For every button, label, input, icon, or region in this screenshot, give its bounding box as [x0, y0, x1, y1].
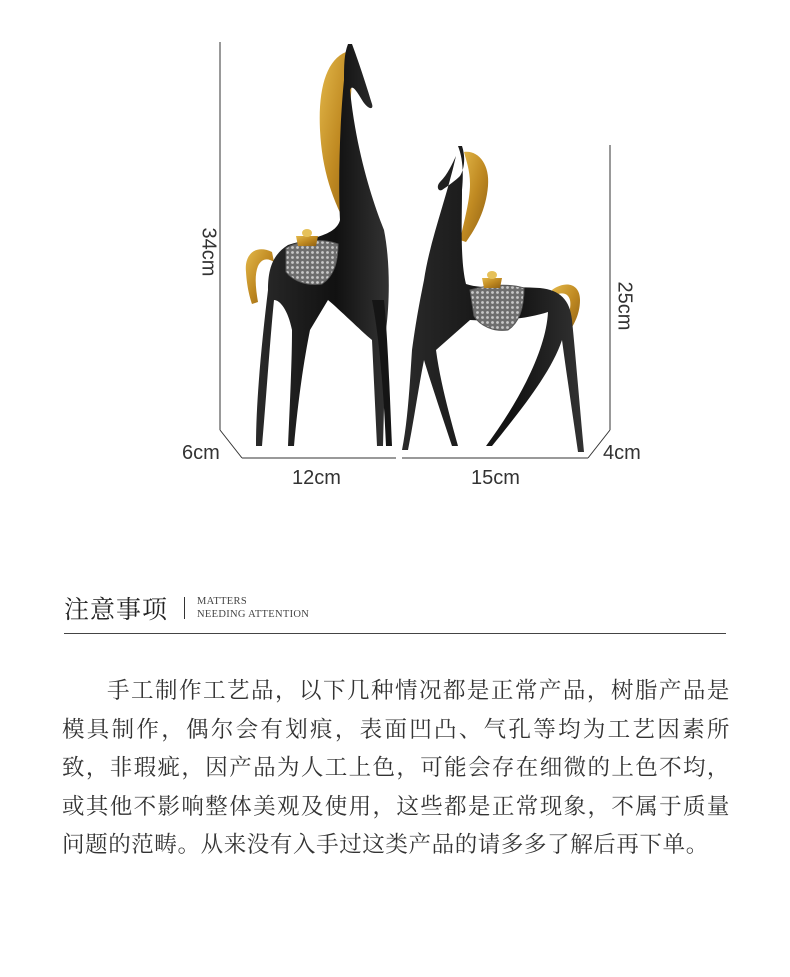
notice-paragraph: 手工制作工艺品，以下几种情况都是正常产品，树脂产品是模具制作，偶尔会有划痕，表面凹凸、气孔等均为工艺因素所致，非瑕疵，因产品为人工上色，可能会存在细微的上色不均，或其他不影响整体美观及使用，这些都是正常现象，不属于质量问题的范畴。从来没有入手过这类产品的请多多了解后再下单。	[62, 678, 730, 858]
right-height-label: 25cm	[613, 281, 636, 331]
left-horse	[246, 44, 392, 446]
section-title: 注意事项	[64, 595, 169, 624]
left-width-label: 12cm	[292, 467, 341, 489]
section-header	[64, 588, 726, 628]
right-width-label: 15cm	[471, 467, 520, 489]
section-subtitle	[197, 595, 309, 621]
left-depth-label: 6cm	[182, 442, 220, 464]
section-subtitle-line1: MATTERS	[197, 596, 247, 607]
section-rule	[64, 633, 726, 634]
left-height-label: 34cm	[197, 227, 220, 277]
section-divider	[184, 597, 185, 619]
right-horse	[402, 146, 584, 452]
right-depth-label: 4cm	[603, 442, 641, 464]
section-subtitle-line2: NEEDING ATTENTION	[197, 609, 310, 620]
notice-section	[64, 588, 726, 628]
